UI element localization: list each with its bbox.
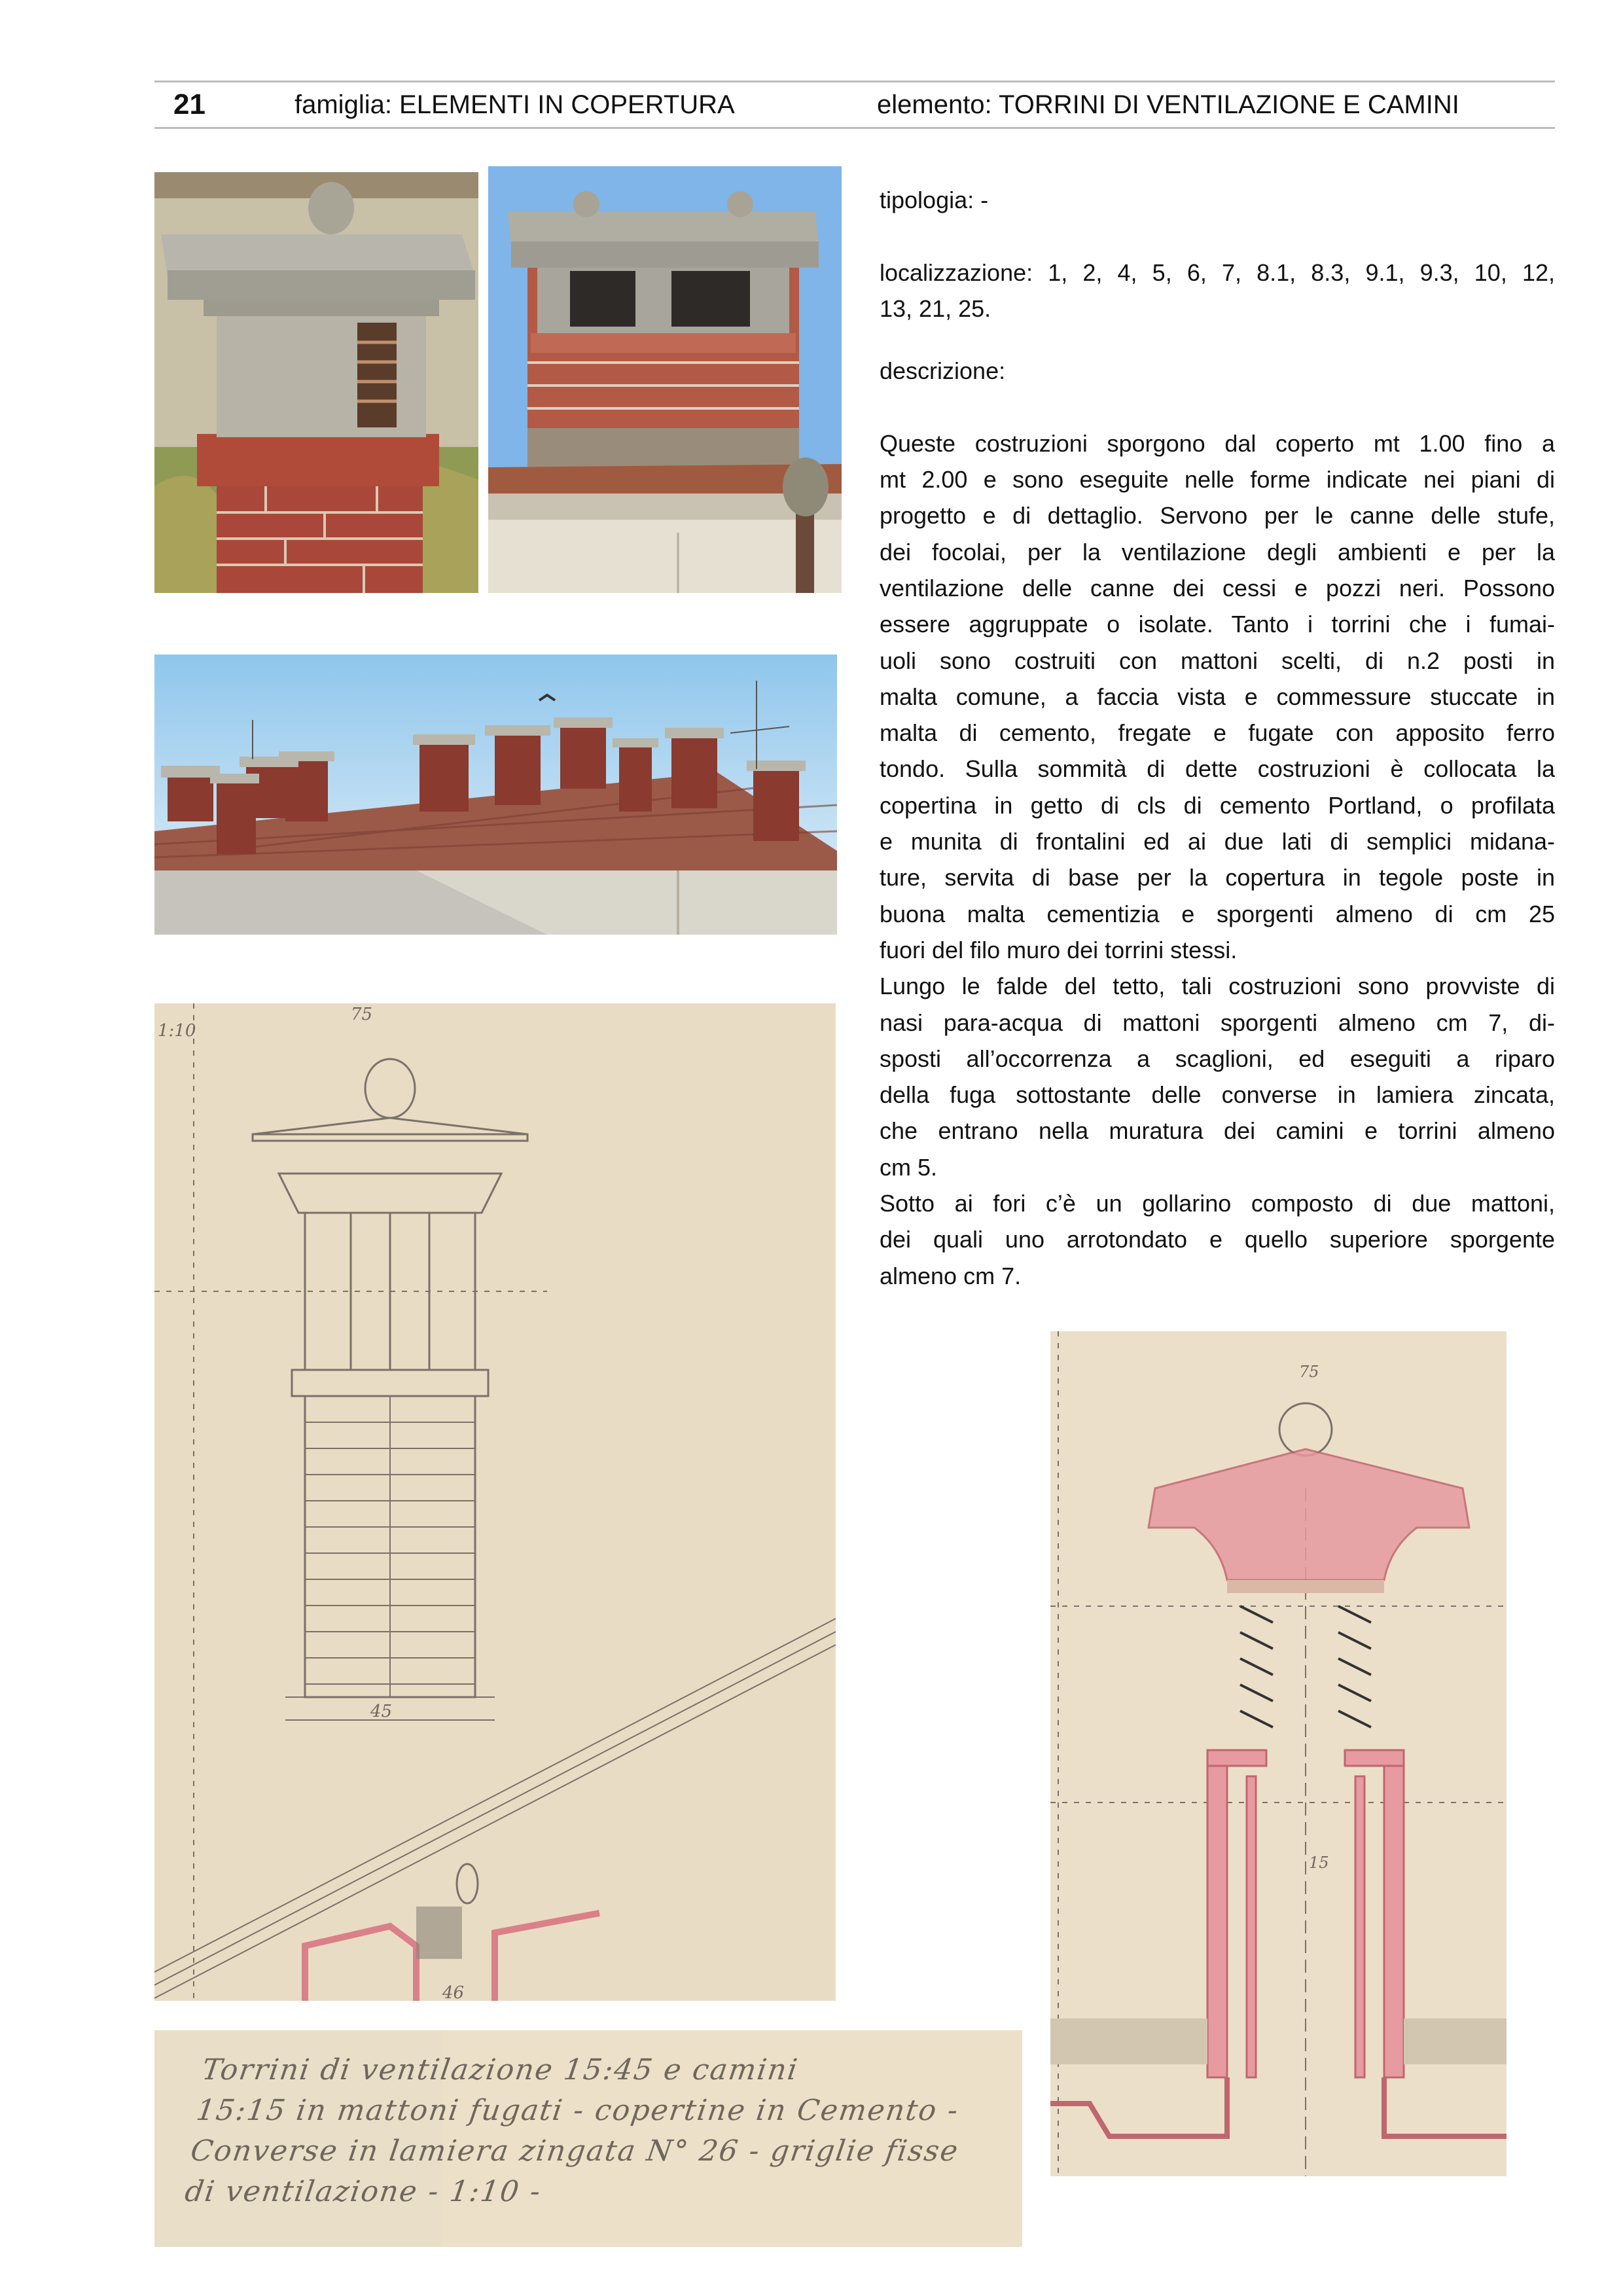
description-line: cm 5.	[880, 1153, 938, 1181]
photo-chimney-stone-cap	[154, 172, 478, 593]
description-line: dei quali uno arrotondato e quello superiore sporgente	[880, 1226, 1555, 1253]
page-number: 21	[173, 88, 205, 120]
section-dimension-75: 75	[1299, 1363, 1319, 1381]
localizzazione-line: localizzazione: 1, 2, 4, 5, 6, 7, 8.1, 8.3, 9.1, 9.3, 10, 12,	[880, 259, 1555, 286]
description-line: della fuga sottostante delle converse in lamiera zincata,	[880, 1081, 1555, 1109]
caption-line: Converse in lamiera zingata N° 26 - griglie fisse	[188, 2134, 961, 2168]
section-dimension-15: 15	[1309, 1854, 1329, 1872]
description-line: buona malta cementizia e sporgenti almeno di cm 25	[880, 900, 1555, 927]
drawing-section	[1050, 1331, 1507, 2176]
caption-line: 15:15 in mattoni fugati - copertine in Cemento -	[194, 2094, 961, 2127]
drawing-caption-handwritten	[154, 2030, 1022, 2247]
description-line: sposti all’occorrenza a scaglioni, ed eseguiti a riparo	[880, 1045, 1555, 1072]
description-line: dei focolai, per la ventilazione degli ambienti e per la	[880, 538, 1555, 565]
description-line: Queste costruzioni sporgono dal coperto mt 1.00 fino a	[880, 429, 1555, 457]
description-line: mt 2.00 e sono eseguite nelle forme indicate nei piani di	[880, 466, 1555, 493]
photo-rooftop-chimneys	[154, 655, 837, 935]
caption-line: di ventilazione - 1:10 -	[183, 2175, 544, 2208]
description-line: copertina in getto di cls di cemento Portland, o profilata	[880, 791, 1555, 819]
element-label: elemento: TORRINI DI VENTILAZIONE E CAMINI	[877, 90, 1459, 119]
description-line: fuori del filo muro dei torrini stessi.	[880, 936, 1238, 963]
description-paragraphs	[880, 425, 1555, 1294]
description-line: ture, servita di base per la copertura in tegole poste in	[880, 864, 1555, 891]
drawing-scale-label: 1:10	[158, 1021, 196, 1041]
description-line: tondo. Sulla sommità di dette costruzioni è collocata la	[880, 755, 1555, 783]
description-column	[880, 182, 1555, 1294]
caption-text	[183, 2050, 1022, 2212]
header-top-rule	[154, 81, 1555, 82]
family-label: famiglia: ELEMENTI IN COPERTURA	[294, 90, 735, 119]
caption-line: Torrini di ventilazione 15:45 e camini	[200, 2053, 801, 2087]
tipologia: tipologia: -	[880, 187, 989, 213]
drawing-elevation	[154, 1003, 836, 2001]
photo-chimney-sky	[488, 166, 842, 593]
description-line: e munita di frontalini ed ai due lati di semplici midana-	[880, 828, 1555, 855]
description-line: almeno cm 7.	[880, 1262, 1022, 1289]
description-line: progetto e di dettaglio. Servono per le canne delle stufe,	[880, 502, 1555, 529]
header-bottom-rule	[154, 127, 1555, 129]
drawing-dimension-75: 75	[351, 1005, 373, 1024]
description-line: uoli sono costruiti con mattoni scelti, di n.2 posti in	[880, 647, 1555, 674]
drawing-dimension-46: 46	[442, 1983, 465, 2001]
localizzazione-line: 13, 21, 25.	[880, 295, 991, 322]
drawing-dimension-45: 45	[370, 1702, 393, 1721]
description-line: malta di cemento, fregate e fugate con apposito ferro	[880, 719, 1555, 747]
descrizione-label: descrizione:	[880, 357, 1006, 385]
description-line: Lungo le falde del tetto, tali costruzioni sono provviste di	[880, 973, 1555, 1000]
description-line: ventilazione delle canne dei cessi e pozzi neri. Possono	[880, 574, 1555, 601]
description-line: malta comune, a faccia vista e commessure stuccate in	[880, 683, 1555, 710]
description-line: essere aggruppate o isolate. Tanto i torrini che i fumai-	[880, 611, 1555, 638]
description-line: Sotto ai fori c’è un gollarino composto di due mattoni,	[880, 1190, 1555, 1217]
description-line: nasi para-acqua di mattoni sporgenti almeno cm 7, di-	[880, 1009, 1555, 1036]
description-line: che entrano nella muratura dei camini e torrini almeno	[880, 1117, 1555, 1145]
